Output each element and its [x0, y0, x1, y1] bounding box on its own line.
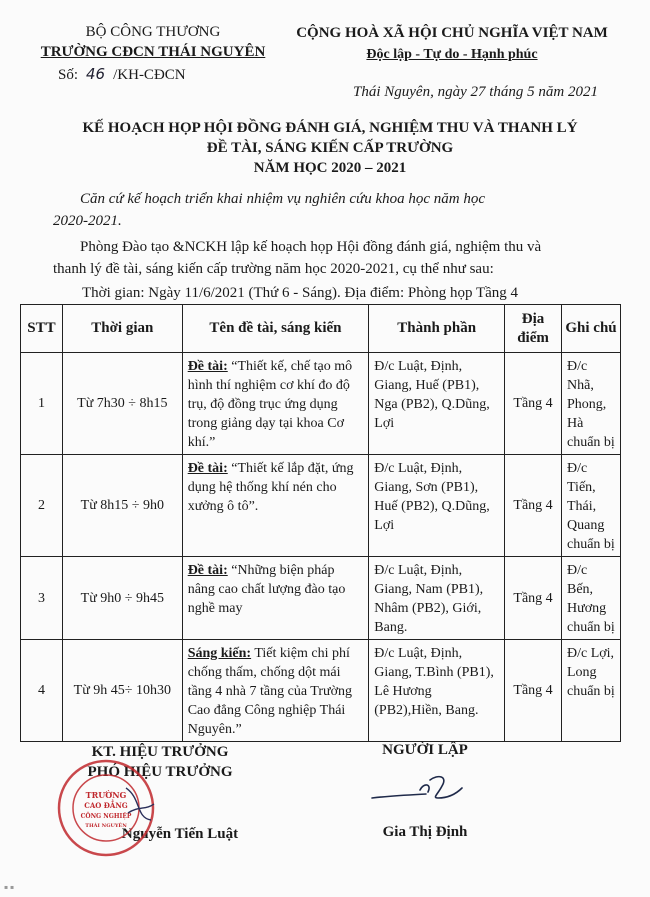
header-place-line-2: điểm: [517, 329, 549, 346]
svg-text:THÁI NGUYÊN: THÁI NGUYÊN: [85, 823, 127, 829]
cell-place: Tầng 4: [505, 640, 562, 742]
doc-number-suffix: /KH-CĐCN: [113, 67, 186, 83]
preparer-title: NGƯỜI LẬP: [382, 742, 468, 758]
time-place: Thời gian: Ngày 11/6/2021 (Thứ 6 - Sáng). Địa điểm: Phòng họp Tầng 4: [82, 285, 519, 301]
cell-place: Tầng 4: [505, 557, 562, 640]
document-title: [40, 118, 620, 178]
header-members: Thành phần: [369, 305, 505, 353]
cell-note: Đ/c Bến, Hương chuẩn bị: [562, 557, 621, 640]
preparer-block: [350, 742, 500, 840]
cell-stt: 3: [21, 557, 63, 640]
document-number: [58, 64, 186, 85]
cell-topic: [182, 557, 369, 640]
topic-text: Tiết kiệm chi phí chống thấm, chống dột mái tầng 4 nhà 7 tầng của Trường Cao đẳng Công nghiệp Thái Nguyên.”: [187, 646, 352, 737]
doc-number-handwritten: 46: [86, 65, 106, 83]
topic-label: Đề tài:: [187, 461, 228, 476]
issuer-block: [28, 22, 278, 83]
title-line-3: NĂM HỌC 2020 – 2021: [253, 160, 407, 176]
preparer-name: Gia Thị Định: [382, 824, 468, 840]
ministry-name: BỘ CÔNG THƯƠNG: [85, 24, 221, 40]
svg-text:CAO ĐẲNG: CAO ĐẲNG: [84, 801, 128, 810]
table-row: [21, 353, 621, 455]
table-header-row: [21, 305, 621, 353]
cell-stt: 2: [21, 455, 63, 557]
school-name: TRƯỜNG CĐCN THÁI NGUYÊN: [40, 44, 266, 60]
cell-note: Đ/c Tiến, Thái, Quang chuẩn bị: [562, 455, 621, 557]
title-line-1: KẾ HOẠCH HỌP HỘI ĐỒNG ĐÁNH GIÁ, NGHIỆM THU VÀ THANH LÝ: [82, 120, 578, 136]
official-stamp-icon: [56, 758, 156, 858]
table-row: [21, 640, 621, 742]
topic-text: “Những biện pháp nâng cao chất lượng đào tạo nghề may: [187, 563, 346, 616]
cell-place: Tầng 4: [505, 353, 562, 455]
topic-label: Đề tài:: [187, 563, 228, 578]
cell-topic: [182, 640, 369, 742]
cell-members: Đ/c Luật, Định, Giang, Sơn (PB1), Huế (PB2), Q.Dũng, Lợi: [369, 455, 505, 557]
cell-members: Đ/c Luật, Định, Giang, Huế (PB1), Nga (PB2), Q.Dũng, Lợi: [369, 353, 505, 455]
header-stt: STT: [21, 305, 63, 353]
cell-stt: 1: [21, 353, 63, 455]
schedule-table: [20, 304, 621, 742]
topic-text: “Thiết kế lắp đặt, ứng dụng hệ thống khí nén cho xưởng ô tô”.: [187, 461, 354, 514]
place-date: Thái Nguyên, ngày 27 tháng 5 năm 2021: [353, 84, 598, 100]
cell-members: Đ/c Luật, Định, Giang, Nam (PB1), Nhâm (PB2), Giới, Bang.: [369, 557, 505, 640]
cell-note: Đ/c Lợi, Long chuẩn bị: [562, 640, 621, 742]
cell-time: Từ 8h15 ÷ 9h0: [62, 455, 182, 557]
doc-number-prefix: Số:: [58, 67, 79, 83]
header-place-line-1: Địa: [521, 310, 545, 327]
header-note: Ghi chú: [562, 305, 621, 353]
country-name: CỘNG HOÀ XÃ HỘI CHỦ NGHĨA VIỆT NAM: [296, 25, 608, 41]
header-topic: Tên đề tài, sáng kiến: [182, 305, 369, 353]
header-place: [505, 305, 562, 353]
cell-time: Từ 9h0 ÷ 9h45: [62, 557, 182, 640]
cell-time: Từ 9h 45÷ 10h30: [62, 640, 182, 742]
cell-time: Từ 7h30 ÷ 8h15: [62, 353, 182, 455]
title-line-2: ĐỀ TÀI, SÁNG KIẾN CẤP TRƯỜNG: [206, 140, 454, 156]
handwritten-signature-icon: [368, 768, 478, 808]
national-header: [282, 22, 622, 66]
cell-stt: 4: [21, 640, 63, 742]
basis-line-2: 2020-2021.: [53, 213, 122, 229]
approver-name: Nguyễn Tiến Luật: [121, 826, 239, 842]
svg-text:TRƯỜNG: TRƯỜNG: [85, 790, 127, 800]
scanner-watermark: ▪ ▪: [4, 884, 15, 891]
topic-label: Đề tài:: [187, 359, 228, 374]
cell-members: Đ/c Luật, Định, Giang, T.Bình (PB1), Lê Hương (PB2),Hiền, Bang.: [369, 640, 505, 742]
intro-line-2: thanh lý đề tài, sáng kiến cấp trường năm học 2020-2021, cụ thể như sau:: [53, 261, 494, 277]
cell-place: Tầng 4: [505, 455, 562, 557]
topic-label: Sáng kiến:: [187, 646, 252, 661]
intro-line-1: Phòng Đào tạo &NCKH lập kế hoạch họp Hội đồng đánh giá, nghiệm thu và: [80, 239, 542, 255]
cell-note: Đ/c Nhã, Phong, Hà chuẩn bị: [562, 353, 621, 455]
header-time: Thời gian: [62, 305, 182, 353]
approver-title-1: KT. HIỆU TRƯỞNG: [91, 744, 229, 760]
table-row: [21, 455, 621, 557]
topic-text: “Thiết kế, chế tạo mô hình thí nghiệm cơ khí đo độ trụ, độ đồng trục ứng dụng trong giảng dạy tại khoa Cơ khí.”: [187, 359, 353, 450]
svg-text:CÔNG NGHIỆP: CÔNG NGHIỆP: [80, 813, 132, 820]
cell-topic: [182, 353, 369, 455]
basis-line-1: Căn cứ kế hoạch triển khai nhiệm vụ nghiên cứu khoa học năm học: [80, 191, 486, 207]
table-row: [21, 557, 621, 640]
national-motto: Độc lập - Tự do - Hạnh phúc: [366, 47, 538, 62]
cell-topic: [182, 455, 369, 557]
approver-title-2: PHÓ HIỆU TRƯỞNG: [87, 764, 233, 780]
